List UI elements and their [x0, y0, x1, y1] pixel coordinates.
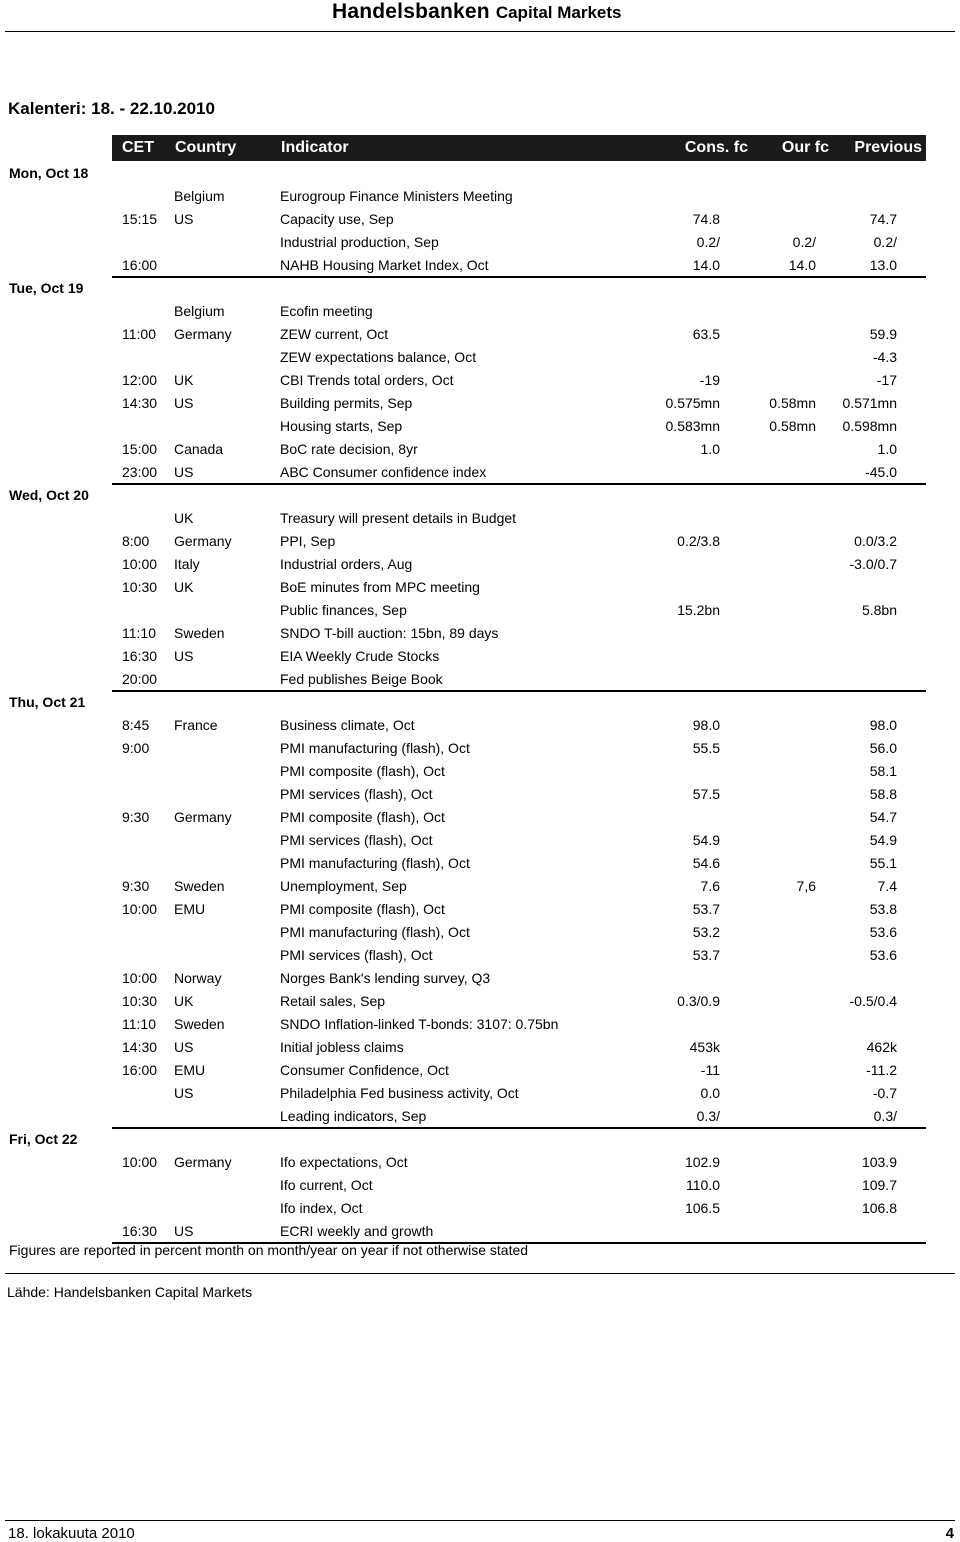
cell-indicator: BoE minutes from MPC meeting — [280, 579, 480, 595]
cell-time: 23:00 — [122, 464, 158, 480]
cell-time: 11:10 — [122, 1016, 156, 1032]
cell-time: 9:00 — [122, 740, 150, 756]
cell-country: Canada — [174, 441, 224, 457]
column-header-previous: Previous — [854, 139, 922, 156]
cell-cons-fc: 55.5 — [692, 740, 720, 756]
brand-logo — [332, 0, 622, 26]
day-divider — [112, 276, 926, 278]
cell-cons-fc: 98.0 — [692, 717, 720, 733]
cell-time: 16:00 — [122, 257, 158, 273]
cell-cons-fc: 63.5 — [692, 326, 720, 342]
cell-previous: 98.0 — [869, 717, 897, 733]
cell-previous: 0.2/ — [873, 234, 897, 250]
cell-indicator: CBI Trends total orders, Oct — [280, 372, 454, 388]
cell-previous: -3.0/0.7 — [849, 556, 897, 572]
column-header-our-fc: Our fc — [781, 139, 829, 156]
cell-cons-fc: 0.3/0.9 — [677, 993, 720, 1009]
footnote: Figures are reported in percent month on month/year on year if not otherwise stated — [9, 1242, 529, 1258]
cell-country: Germany — [174, 533, 232, 549]
cell-previous: 0.571mn — [842, 395, 897, 411]
cell-indicator: NAHB Housing Market Index, Oct — [280, 257, 489, 273]
cell-our-fc: 14.0 — [788, 257, 816, 273]
cell-country: Sweden — [174, 878, 225, 894]
cell-country: Sweden — [174, 625, 225, 641]
cell-indicator: ABC Consumer confidence index — [280, 464, 487, 480]
cell-indicator: Ifo index, Oct — [280, 1200, 363, 1216]
cell-indicator: PMI services (flash), Oct — [280, 786, 433, 802]
day-label: Tue, Oct 19 — [9, 280, 84, 296]
cell-previous: 109.7 — [861, 1177, 897, 1193]
cell-time: 11:00 — [122, 326, 156, 342]
header-divider — [5, 31, 955, 32]
cell-our-fc: 0.58mn — [769, 418, 816, 434]
cell-indicator: PMI composite (flash), Oct — [280, 763, 445, 779]
cell-time: 10:00 — [122, 970, 158, 986]
cell-indicator: Industrial production, Sep — [280, 234, 439, 250]
cell-cons-fc: 453k — [689, 1039, 720, 1055]
cell-cons-fc: 14.0 — [692, 257, 720, 273]
cell-previous: 59.9 — [869, 326, 897, 342]
cell-time: 20:00 — [122, 671, 158, 687]
cell-cons-fc: -19 — [699, 372, 720, 388]
cell-previous: 58.8 — [869, 786, 897, 802]
cell-country: France — [174, 717, 218, 733]
cell-previous: 462k — [866, 1039, 897, 1055]
day-label: Mon, Oct 18 — [9, 165, 89, 181]
cell-time: 10:00 — [122, 1154, 158, 1170]
cell-previous: 5.8bn — [861, 602, 897, 618]
cell-previous: 55.1 — [869, 855, 897, 871]
cell-country: UK — [174, 372, 194, 388]
cell-previous: -11.2 — [866, 1062, 897, 1078]
cell-previous: 0.3/ — [873, 1108, 897, 1124]
cell-our-fc: 0.2/ — [792, 234, 816, 250]
cell-time: 16:30 — [122, 1223, 158, 1239]
cell-cons-fc: 0.2/3.8 — [677, 533, 720, 549]
cell-time: 10:30 — [122, 993, 158, 1009]
cell-time: 9:30 — [122, 878, 150, 894]
cell-cons-fc: 54.9 — [692, 832, 720, 848]
cell-country: US — [174, 1223, 194, 1239]
cell-country: US — [174, 395, 194, 411]
cell-time: 16:30 — [122, 648, 158, 664]
page-title: Kalenteri: 18. - 22.10.2010 — [8, 99, 215, 118]
cell-country: EMU — [174, 901, 206, 917]
cell-previous: 13.0 — [869, 257, 897, 273]
cell-indicator: Leading indicators, Sep — [280, 1108, 427, 1124]
cell-indicator: PPI, Sep — [280, 533, 336, 549]
cell-indicator: SNDO Inflation-linked T-bonds: 3107: 0.75bn — [280, 1016, 559, 1032]
cell-indicator: PMI composite (flash), Oct — [280, 901, 445, 917]
cell-cons-fc: 0.575mn — [665, 395, 720, 411]
cell-time: 15:00 — [122, 441, 158, 457]
cell-cons-fc: 53.7 — [692, 947, 720, 963]
cell-country: Germany — [174, 809, 232, 825]
cell-previous: -4.3 — [872, 349, 897, 365]
cell-indicator: PMI services (flash), Oct — [280, 947, 433, 963]
cell-cons-fc: 1.0 — [700, 441, 720, 457]
cell-previous: 0.0/3.2 — [854, 533, 897, 549]
cell-country: US — [174, 464, 194, 480]
cell-cons-fc: 110.0 — [686, 1177, 720, 1193]
cell-previous: 58.1 — [869, 763, 897, 779]
cell-indicator: Ifo expectations, Oct — [280, 1154, 408, 1170]
cell-previous: -17 — [876, 372, 897, 388]
column-header-time: CET — [122, 139, 154, 156]
source-line: Lähde: Handelsbanken Capital Markets — [7, 1284, 253, 1300]
cell-indicator: Business climate, Oct — [280, 717, 415, 733]
cell-country: Norway — [174, 970, 222, 986]
cell-previous: 53.8 — [869, 901, 897, 917]
cell-indicator: Housing starts, Sep — [280, 418, 403, 434]
cell-time: 8:45 — [122, 717, 150, 733]
cell-indicator: Ecofin meeting — [280, 303, 373, 319]
cell-cons-fc: 53.7 — [692, 901, 720, 917]
cell-cons-fc: 53.2 — [692, 924, 720, 940]
cell-indicator: Public finances, Sep — [280, 602, 407, 618]
cell-indicator: Ifo current, Oct — [280, 1177, 373, 1193]
brand-name: Handelsbanken — [332, 0, 490, 23]
cell-previous: 53.6 — [869, 947, 897, 963]
cell-indicator: Retail sales, Sep — [280, 993, 386, 1009]
cell-time: 10:30 — [122, 579, 158, 595]
cell-previous: 103.9 — [861, 1154, 897, 1170]
brand-suffix: Capital Markets — [495, 3, 622, 22]
cell-previous: 106.8 — [861, 1200, 897, 1216]
cell-previous: 54.7 — [869, 809, 897, 825]
cell-indicator: ECRI weekly and growth — [280, 1223, 434, 1239]
cell-indicator: EIA Weekly Crude Stocks — [280, 648, 440, 664]
cell-country: UK — [174, 510, 194, 526]
cell-previous: 0.598mn — [842, 418, 897, 434]
day-label: Wed, Oct 20 — [9, 487, 89, 503]
cell-time: 14:30 — [122, 395, 158, 411]
cell-country: Italy — [174, 556, 200, 572]
cell-indicator: PMI manufacturing (flash), Oct — [280, 740, 470, 756]
cell-indicator: Industrial orders, Aug — [280, 556, 413, 572]
cell-previous: 1.0 — [877, 441, 897, 457]
cell-country: US — [174, 211, 194, 227]
cell-cons-fc: 0.0 — [700, 1085, 720, 1101]
cell-time: 12:00 — [122, 372, 158, 388]
column-header-country: Country — [175, 139, 237, 156]
cell-previous: 74.7 — [869, 211, 897, 227]
column-header-indicator: Indicator — [281, 139, 349, 156]
cell-cons-fc: 54.6 — [692, 855, 720, 871]
cell-indicator: BoC rate decision, 8yr — [280, 441, 418, 457]
cell-our-fc: 7,6 — [796, 878, 816, 894]
cell-time: 9:30 — [122, 809, 150, 825]
cell-cons-fc: 0.583mn — [665, 418, 720, 434]
cell-country: Belgium — [174, 188, 225, 204]
day-divider — [112, 483, 926, 485]
cell-country: US — [174, 1039, 194, 1055]
cell-time: 14:30 — [122, 1039, 158, 1055]
cell-our-fc: 0.58mn — [769, 395, 816, 411]
cell-cons-fc: 102.9 — [684, 1154, 720, 1170]
footer-date: 18. lokakuuta 2010 — [8, 1525, 135, 1542]
cell-indicator: Unemployment, Sep — [280, 878, 407, 894]
cell-indicator: Building permits, Sep — [280, 395, 413, 411]
cell-previous: 7.4 — [877, 878, 897, 894]
cell-time: 10:00 — [122, 901, 158, 917]
cell-country: UK — [174, 579, 194, 595]
cell-time: 15:15 — [122, 211, 158, 227]
page-footer-divider — [5, 1520, 955, 1521]
cell-indicator: Treasury will present details in Budget — [280, 510, 517, 526]
cell-indicator: Fed publishes Beige Book — [280, 671, 443, 687]
page-number: 4 — [945, 1525, 954, 1542]
cell-time: 16:00 — [122, 1062, 158, 1078]
cell-indicator: Capacity use, Sep — [280, 211, 394, 227]
cell-previous: -45.0 — [865, 464, 897, 480]
cell-previous: -0.7 — [872, 1085, 897, 1101]
cell-indicator: Norges Bank's lending survey, Q3 — [280, 970, 491, 986]
cell-cons-fc: 7.6 — [700, 878, 720, 894]
cell-indicator: PMI composite (flash), Oct — [280, 809, 445, 825]
cell-indicator: PMI manufacturing (flash), Oct — [280, 924, 470, 940]
cell-indicator: ZEW expectations balance, Oct — [280, 349, 477, 365]
cell-indicator: ZEW current, Oct — [280, 326, 389, 342]
cell-country: Germany — [174, 1154, 232, 1170]
day-divider — [112, 690, 926, 692]
cell-indicator: PMI services (flash), Oct — [280, 832, 433, 848]
cell-time: 10:00 — [122, 556, 158, 572]
cell-indicator: Initial jobless claims — [280, 1039, 404, 1055]
cell-cons-fc: 57.5 — [692, 786, 720, 802]
cell-cons-fc: -11 — [700, 1062, 720, 1078]
cell-indicator: Consumer Confidence, Oct — [280, 1062, 449, 1078]
cell-cons-fc: 74.8 — [692, 211, 720, 227]
cell-previous: 53.6 — [869, 924, 897, 940]
cell-cons-fc: 0.3/ — [696, 1108, 720, 1124]
cell-country: Sweden — [174, 1016, 225, 1032]
day-label: Fri, Oct 22 — [9, 1131, 78, 1147]
cell-cons-fc: 15.2bn — [677, 602, 720, 618]
day-label: Thu, Oct 21 — [9, 694, 86, 710]
cell-indicator: SNDO T-bill auction: 15bn, 89 days — [280, 625, 499, 641]
cell-indicator: Philadelphia Fed business activity, Oct — [280, 1085, 519, 1101]
cell-previous: 54.9 — [869, 832, 897, 848]
cell-indicator: Eurogroup Finance Ministers Meeting — [280, 188, 513, 204]
cell-time: 8:00 — [122, 533, 150, 549]
cell-cons-fc: 106.5 — [684, 1200, 720, 1216]
cell-country: US — [174, 648, 194, 664]
cell-country: US — [174, 1085, 194, 1101]
cell-cons-fc: 0.2/ — [696, 234, 720, 250]
day-divider — [112, 1127, 926, 1129]
cell-time: 11:10 — [122, 625, 156, 641]
cell-previous: 56.0 — [869, 740, 897, 756]
column-header-cons-fc: Cons. fc — [684, 139, 748, 156]
cell-indicator: PMI manufacturing (flash), Oct — [280, 855, 470, 871]
footnote-divider — [5, 1273, 955, 1274]
cell-previous: -0.5/0.4 — [849, 993, 897, 1009]
cell-country: UK — [174, 993, 194, 1009]
cell-country: EMU — [174, 1062, 206, 1078]
cell-country: Germany — [174, 326, 232, 342]
cell-country: Belgium — [174, 303, 225, 319]
